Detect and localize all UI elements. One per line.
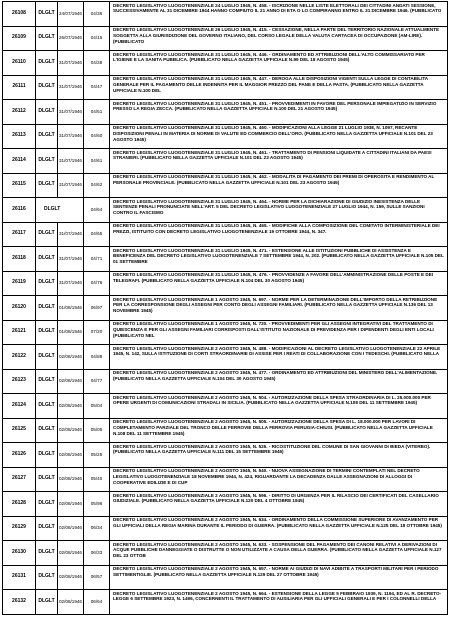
record-id: 06/64 <box>84 590 110 614</box>
table-row <box>3 321 447 346</box>
record-type: DLGLT <box>36 394 58 418</box>
record-description: DECRETO LEGISLATIVO LUOGOTENENZIALE 31 LUGLIO 1945, N. 464. - NORME PER LA DICHIARAZIONE DI GIUDIZIO INESISTENZA DELLE SENTENZE PENALI PRONUNCIATE NELL'ART. 5 DEL DECRETO LEGISLATIVO LUOGOTENENZIALE 27 LUGLIO 1944, N. 159, SULLE SANZIONI CONTRO IL FASCISMO <box>113 198 425 216</box>
record-description: DECRETO LEGISLATIVO LUOGOTENENZIALE 2 AGOSTO 1945, N. 488. - MODIFICAZIONI AL DECRETO LEGISLATIVO LUOGOTENENZIALE 22 APRILE 1945, N. 142, SULLA ISTITUZIONE DI CORTI STRAORDINARIE DI ASSISE PER I REATI DI COLLABORAZIONE CON I TEDESCHI. (PUBBLICATO NELLA <box>113 345 441 357</box>
record-description: DECRETO LEGISLATIVO LUOGOTENENZIALE 2 AGOSTO 1945, N. 504. - AUTORIZZAZIONE DELLA SPESA STRAORDINARIA DI L. 25.000.000 PER OPERE URGENTI DI COMUNICAZIONI STRADALI IN SICILIA. (PUBBLICATO NELLA GAZZETTA UFFICIALE N.108 DEL 11 SETTEMBRE 1945) <box>113 394 431 406</box>
table-row <box>3 149 447 174</box>
record-description: DECRETO LEGISLATIVO LUOGOTENENZIALE 2 AGOSTO 1945, N. 657. - NORME AI GIUDIZI DI NAVI ADIBITE A TRASPORTI MILITARI PER I PERIODO SETTIMENTIGLIE. (PUBBLICATO NELLA GAZZETTA UFFICIALE N.129 DEL 27 OTTOBRE 1945) <box>113 566 439 577</box>
record-number: 26125 <box>3 419 36 443</box>
table-row <box>3 345 447 370</box>
table-row <box>3 590 447 615</box>
record-number: 26131 <box>3 566 36 590</box>
record-date: 02/08/1946 <box>58 394 84 418</box>
record-description: DECRETO LEGISLATIVO LUOGOTENENZIALE 2 AGOSTO 1945, N. 596. - DIRITTO DI URGENZA PER IL RILASCIO DEI CERTIFICATI DEL CASELLARIO GIUDIZIALE. (PUBBLICATO NELLA GAZZETTA UFFICIALE N.120 DEL 4 OTTOBRE 1945) <box>113 492 439 504</box>
record-type: DLGLT <box>36 198 84 222</box>
table-row <box>3 419 447 444</box>
table-row <box>3 468 447 493</box>
record-description: DECRETO LEGISLATIVO LUOGOTENENZIALE 31 LUGLIO 1945, N. 451. - PROVVEDIMENTI IN FAVORE DEL PERSONALE IMPIEGATIZIO IN SERVIZIO PRESSO LA REGIA ZECCA. (PUBBLICATO NELLA GAZZETTA UFFICIALE N.100 DEL 21 AGOSTO 1945) <box>113 100 437 112</box>
record-date: 24/07/1946 <box>58 2 84 26</box>
record-id: 04/64 <box>84 198 110 222</box>
record-type: DLGLT <box>36 174 58 198</box>
record-number: 26122 <box>3 345 36 369</box>
table-row <box>3 296 447 321</box>
record-number: 26111 <box>3 76 36 100</box>
record-number: 26108 <box>3 2 36 26</box>
record-description: DECRETO LEGISLATIVO LUOGOTENENZIALE 24 LUGLIO 1945, N. 458. - ISCRIZIONE NELLE LISTE ELETTORALI DEI CITTADINI ANDATI SESSIONE, SUCCESSIVAMENTE AL 31 DICEMBRE 1944 HANNO COMPIUTO IL 21 ANNO DI ETA O LO COMPIRANNO ENTRO IL 31 DICEMBRE 1946. (PUBBLICATO <box>113 2 442 14</box>
record-date: 02/08/1946 <box>58 492 84 516</box>
record-description: DECRETO LEGISLATIVO LUOGOTENENZIALE 2 AGOSTO 1945, N. 505. - AUTORIZZAZIONE DELLA SPESA DI L. 18.000.000 PER LAVORI DI COMPLETAMENTO PARZIALE DEL TRONCO DELLE FERROVIE DELLA FERROVIA PERUGIA-CHIUSI. (PUBBLICATO NELLA GAZZETTA UFFICIALE N.108 DEL 11 SETTEMBRE 1945) <box>113 419 433 436</box>
record-id: 06/97 <box>84 296 110 320</box>
record-description: DECRETO LEGISLATIVO LUOGOTENENZIALE 31 LUGLIO 1945, N. 465. - MODIFICHE ALLA COMPOSIZIONE DEL COMITATO INTERMINISTERIALE DEI PREZZI, ISTITUITO CON DECRETO LEGISLATIVO LUOGOTENENZIALE 19 OTTOBRE 1944, N. 347. <box>113 223 440 234</box>
record-number: 26132 <box>3 590 36 614</box>
table-row <box>3 370 447 395</box>
record-number: 26119 <box>3 272 36 296</box>
record-type: DLGLT <box>36 443 58 467</box>
record-id: 04/76 <box>84 272 110 296</box>
record-number: 26112 <box>3 100 36 124</box>
record-number: 26123 <box>3 370 36 394</box>
record-number: 26127 <box>3 468 36 492</box>
record-id: 04/38 <box>84 51 110 75</box>
record-date: 31/07/1946 <box>58 223 84 247</box>
record-type: DLGLT <box>36 492 58 516</box>
record-description: DECRETO LEGISLATIVO LUOGOTENENZIALE 2 AGOSTO 1945, N. 633. - SOSPENSIONE DEL PAGAMENTO DEI CANONI RELATIVI A DERIVAZIONI DI ACQUE PUBBLICHE DANNEGGIATE O DISTRUTTE O NON UTILIZZATE A CAUSA DELLA GUERRA. (PUBBLICATO NELLA GAZZETTA UFFICIALE N.127 DEL 23 OTTOB <box>113 541 442 559</box>
record-number: 26129 <box>3 517 36 541</box>
record-date: 02/08/1946 <box>58 590 84 614</box>
table-row <box>3 394 447 419</box>
record-number: 26109 <box>3 27 36 51</box>
table-row <box>3 198 447 223</box>
record-id: 04/77 <box>84 370 110 394</box>
table-row <box>3 51 447 76</box>
record-type: DLGLT <box>36 272 58 296</box>
table-row <box>3 174 447 199</box>
record-number: 26114 <box>3 149 36 173</box>
record-description: DECRETO LEGISLATIVO LUOGOTENENZIALE 2 AGOSTO 1945, N. 634. - ORDINAMENTO DELLA COMMISSIONE SUPERIORE DI AVANZAMENTO PER GLI UFFICIALI DELLA REGIA MARINA DURANTE IL PERIODO DI GUERRA. (PUBBLICATO NELLA GAZZETTA UFFICIALE N.125 DEL 18 OTTOBRE 1945) <box>113 517 442 528</box>
record-date: 31/07/1946 <box>58 149 84 173</box>
record-id: 04/71 <box>84 247 110 271</box>
record-description: DECRETO LEGISLATIVO LUOGOTENENZIALE 2 AGOSTO 1945, N. 477. - ORDINAMENTO ED ATTRIBUZIONI DEL MINISTERO DELL'ALIMENTAZIONE. (PUBBLICATO NELLA GAZZETTA UFFICIALE N.104 DEL 30 AGOSTO 1945) <box>113 370 438 381</box>
table-row <box>3 125 447 150</box>
record-date: 02/08/1946 <box>58 419 84 443</box>
record-number: 26113 <box>3 125 36 149</box>
record-description: DECRETO LEGISLATIVO LUOGOTENENZIALE 31 LUGLIO 1945, N. 447. - DEROGA ALLE DISPOSIZIONI VIGENTI SULLA LEGGE DI CONTABILITA GENERALE PER IL PAGAMENTO DELLE INDENNITA PER IL MAGGIOR PREZZO DEL PANE E DELLA PASTA. (PUBBLICATO NELLA GAZZETTA UFFICIALE N.100 DEL <box>113 76 428 93</box>
record-id: 07/20 <box>84 321 110 345</box>
record-date: 02/08/1946 <box>58 370 84 394</box>
record-date: 02/08/1946 <box>58 443 84 467</box>
record-id: 05/25 <box>84 443 110 467</box>
record-description: DECRETO LEGISLATIVO LUOGOTENENZIALE 26 LUGLIO 1945, N. 415. - CESSAZIONE, NELLA PARTE DEL TERRITORIO NAZIONALE ATTUALMENTE SOGGETTA ALLA GIURISDIZIONE DEL GOVERNO ITALIANO, DEL CORSO LEGALE DELLA VALUTA CARTACEA DI OCCUPAZIONE (AM-LIRE). (PUBBLICATO <box>113 27 440 44</box>
record-type: DLGLT <box>36 321 58 345</box>
table-row <box>3 223 447 248</box>
record-date: 02/08/1946 <box>58 345 84 369</box>
record-id: 04/61 <box>84 149 110 173</box>
table-row <box>3 27 447 52</box>
record-id: 04/60 <box>84 125 110 149</box>
record-type: DLGLT <box>36 345 58 369</box>
record-date: 02/08/1946 <box>58 468 84 492</box>
record-id: 04/62 <box>84 174 110 198</box>
record-date: 02/08/1946 <box>58 517 84 541</box>
record-type: DLGLT <box>36 296 58 320</box>
record-id: 06/33 <box>84 541 110 565</box>
table-row <box>3 541 447 566</box>
table-row <box>3 100 447 125</box>
record-date: 02/08/1946 <box>58 566 84 590</box>
table-row <box>3 76 447 101</box>
record-description: DECRETO LEGISLATIVO LUOGOTENENZIALE 2 AGOSTO 1945, N. 664. - ESTENSIONE DELLA LEGGE 5 FEBBRAIO 1939, N. 1194, ED AL R. DECRETO-LEGGE 6 SETTEMBRE 1923, N. 1496, CONCERNENTI IL TRATTAMENTO DI AUSILIARIA PER GLI UFFICIALI GENERALI E PER I COLONNELLI DELLA <box>113 590 442 602</box>
table-row <box>3 517 447 542</box>
record-id: 05/40 <box>84 468 110 492</box>
record-id: 04/15 <box>84 27 110 51</box>
table-row <box>3 492 447 517</box>
table-row <box>3 2 447 27</box>
table-row <box>3 272 447 297</box>
record-description: DECRETO LEGISLATIVO LUOGOTENENZIALE 2 AGOSTO 1945, N. 540. - NUOVA ASSEGNAZIONE DI TERMINI CONTEMPLATI NEL DECRETO LEGISLATIVO LUOGOTENENZIALE 18 NOVEMBRE 1944, N. 424, RIGUARDANTE LA DECADENZA DALLE ASSEGNAZIONI DI ALLOGGI DI COOPERATIVE EDILIZIE E DI CUP <box>113 468 420 485</box>
record-type: DLGLT <box>36 51 58 75</box>
record-description: DECRETO LEGISLATIVO LUOGOTENENZIALE 31 LUGLIO 1945, N. 460. - MODIFICAZIONI ALLA LEGGE 21 LUGLIO 1938, N. 1097, RECANTE DISPOSIZIONI PENALI IN MATERIA DI NORME DI VALUTE ED COMMERCIO DELL'ORO. (PUBBLICATO NELLA GAZZETTA UFFICIALE N.101 DEL 23 AGOSTO 1945) <box>113 125 433 142</box>
record-number: 26117 <box>3 223 36 247</box>
record-id: 05/04 <box>84 394 110 418</box>
record-type: DLGLT <box>36 125 58 149</box>
record-date: 02/08/1946 <box>58 541 84 565</box>
record-date: 31/07/1946 <box>58 247 84 271</box>
record-number: 26121 <box>3 321 36 345</box>
record-description: DECRETO LEGISLATIVO LUOGOTENENZIALE 31 LUGLIO 1945, N. 446. - ORDINAMENTO ED ATTRIBUZIONI DELL'ALTO COMMISSARIATO PER L'IGIENE E LA SANITA PUBBLICA. (PUBBLICATO NELLA GAZZETTA UFFICIALE N.99 DEL 18 AGOSTO 1945) <box>113 51 425 63</box>
record-description: DECRETO LEGISLATIVO LUOGOTENENZIALE 1 AGOSTO 1945, N. 720. - PROVVEDIMENTI PER GLI ASSEGNI INTEGRATIVI DEL TRATTAMENTO DI QUIESCENZA E PER GLI ASSEGNI FAMILIARI CORRISPOSTI DALL'ISTITUTO NAZIONALE DI PREVIDENZA PER I DIPENDENTI DEGLI ENTI LOCALI (PUBBLICATO NEL <box>113 321 434 338</box>
record-description: DECRETO LEGISLATIVO LUOGOTENENZIALE 1 AGOSTO 1945, N. 697. - NORME PER LA DETERMINAZIONE DELL'IMPORTO DELLA RETRIBUZIONE PER LA CORRESPONSIONE DEGLI ASSEGNI PER CONTO DEGLI ASSEGNI FAMILIARI. (PUBBLICATO NELLA GAZZETTA UFFICIALE N.136 DEL 13 NOVEMBRE 1945) <box>113 296 438 314</box>
record-date: 26/07/1946 <box>58 27 84 51</box>
record-date: 31/07/1946 <box>58 51 84 75</box>
record-type: DLGLT <box>36 2 58 26</box>
record-id: 04/88 <box>84 345 110 369</box>
record-type: DLGLT <box>36 566 58 590</box>
record-type: DLGLT <box>36 100 58 124</box>
record-number: 26118 <box>3 247 36 271</box>
record-type: DLGLT <box>36 468 58 492</box>
record-description: DECRETO LEGISLATIVO LUOGOTENENZIALE 31 LUGLIO 1945, N. 476. - PROVVIDENZE A FAVORE DELL'AMMINISTRAZIONE DELLE POSTE E DEI TELEGRAFI. (PUBBLICATO NELLA GAZZETTA UFFICIALE N.104 DEL 30 AGOSTO 1945) <box>113 272 434 283</box>
record-description: DECRETO LEGISLATIVO LUOGOTENENZIALE 31 LUGLIO 1945, N. 461. - TRATTAMENTO DI PENSIONI LIQUIDATE A CITTADINI ITALIANI DA PAESI STRANIERI. (PUBBLICATO NELLA GAZZETTA UFFICIALE N.101 DEL 23 AGOSTO 1945) <box>113 149 432 161</box>
record-date: 31/07/1946 <box>58 100 84 124</box>
decree-table <box>2 1 448 615</box>
record-id: 06/57 <box>84 566 110 590</box>
record-date: 31/07/1946 <box>58 125 84 149</box>
record-id: 04/47 <box>84 76 110 100</box>
record-date: 31/07/1946 <box>58 272 84 296</box>
record-number: 26115 <box>3 174 36 198</box>
record-id: 06/34 <box>84 517 110 541</box>
record-date: 01/08/1946 <box>58 296 84 320</box>
record-id: 04/36 <box>84 2 110 26</box>
record-date: 31/07/1946 <box>58 76 84 100</box>
record-id: 05/05 <box>84 419 110 443</box>
record-number: 26116 <box>3 198 36 222</box>
record-id: 04/65 <box>84 223 110 247</box>
table-row <box>3 443 447 468</box>
record-type: DLGLT <box>36 27 58 51</box>
record-number: 26126 <box>3 443 36 467</box>
record-type: DLGLT <box>36 149 58 173</box>
record-type: DLGLT <box>36 370 58 394</box>
table-row <box>3 566 447 591</box>
record-id: 04/51 <box>84 100 110 124</box>
record-type: DLGLT <box>36 541 58 565</box>
table-row <box>3 247 447 272</box>
record-number: 26130 <box>3 541 36 565</box>
record-date: 01/08/1946 <box>58 321 84 345</box>
record-number: 26128 <box>3 492 36 516</box>
record-type: DLGLT <box>36 247 58 271</box>
record-description: DECRETO LEGISLATIVO LUOGOTENENZIALE 31 LUGLIO 1945, N. 471. - ESTENSIONE ALLE ISTITUZIONI PUBBLICHE DI ASSISTENZA E BENEFICENZA DEL DECRETO LEGISLATIVO LUOGOTENENZIALE 7 SETTEMBRE 1944, N. 202. (PUBBLICATO NELLA GAZZETTA UFFICIALE N.105 DEL 01 SETTEMBRE <box>113 247 444 265</box>
record-id: 05/96 <box>84 492 110 516</box>
record-type: DLGLT <box>36 517 58 541</box>
record-description: DECRETO LEGISLATIVO LUOGOTENENZIALE 31 LUGLIO 1945, N. 462. - MODALITA DI PAGAMENTO DEI PREMI DI OPEROSITA E RENDIMENTO AL PERSONALE PROVINCIALE. (PUBBLICATO NELLA GAZZETTA UFFICIALE N.101 DEL 23 AGOSTO 1945) <box>113 174 435 185</box>
record-type: DLGLT <box>36 76 58 100</box>
record-number: 26124 <box>3 394 36 418</box>
record-date: 31/07/1946 <box>58 174 84 198</box>
record-type: DLGLT <box>36 419 58 443</box>
record-type: DLGLT <box>36 223 58 247</box>
record-number: 26120 <box>3 296 36 320</box>
record-number: 26110 <box>3 51 36 75</box>
record-type: DLGLT <box>36 590 58 614</box>
record-description: DECRETO LEGISLATIVO LUOGOTENENZIALE 2 AGOSTO 1945, N. 525. - RICOSTITUZIONE DEL COMUNE DI SAN GIOVANNI DI BIEDA (VITERBO). (PUBBLICATO NELLA GAZZETTA UFFICIALE N.111 DEL 15 SETTEMBRE 1945) <box>113 443 431 455</box>
